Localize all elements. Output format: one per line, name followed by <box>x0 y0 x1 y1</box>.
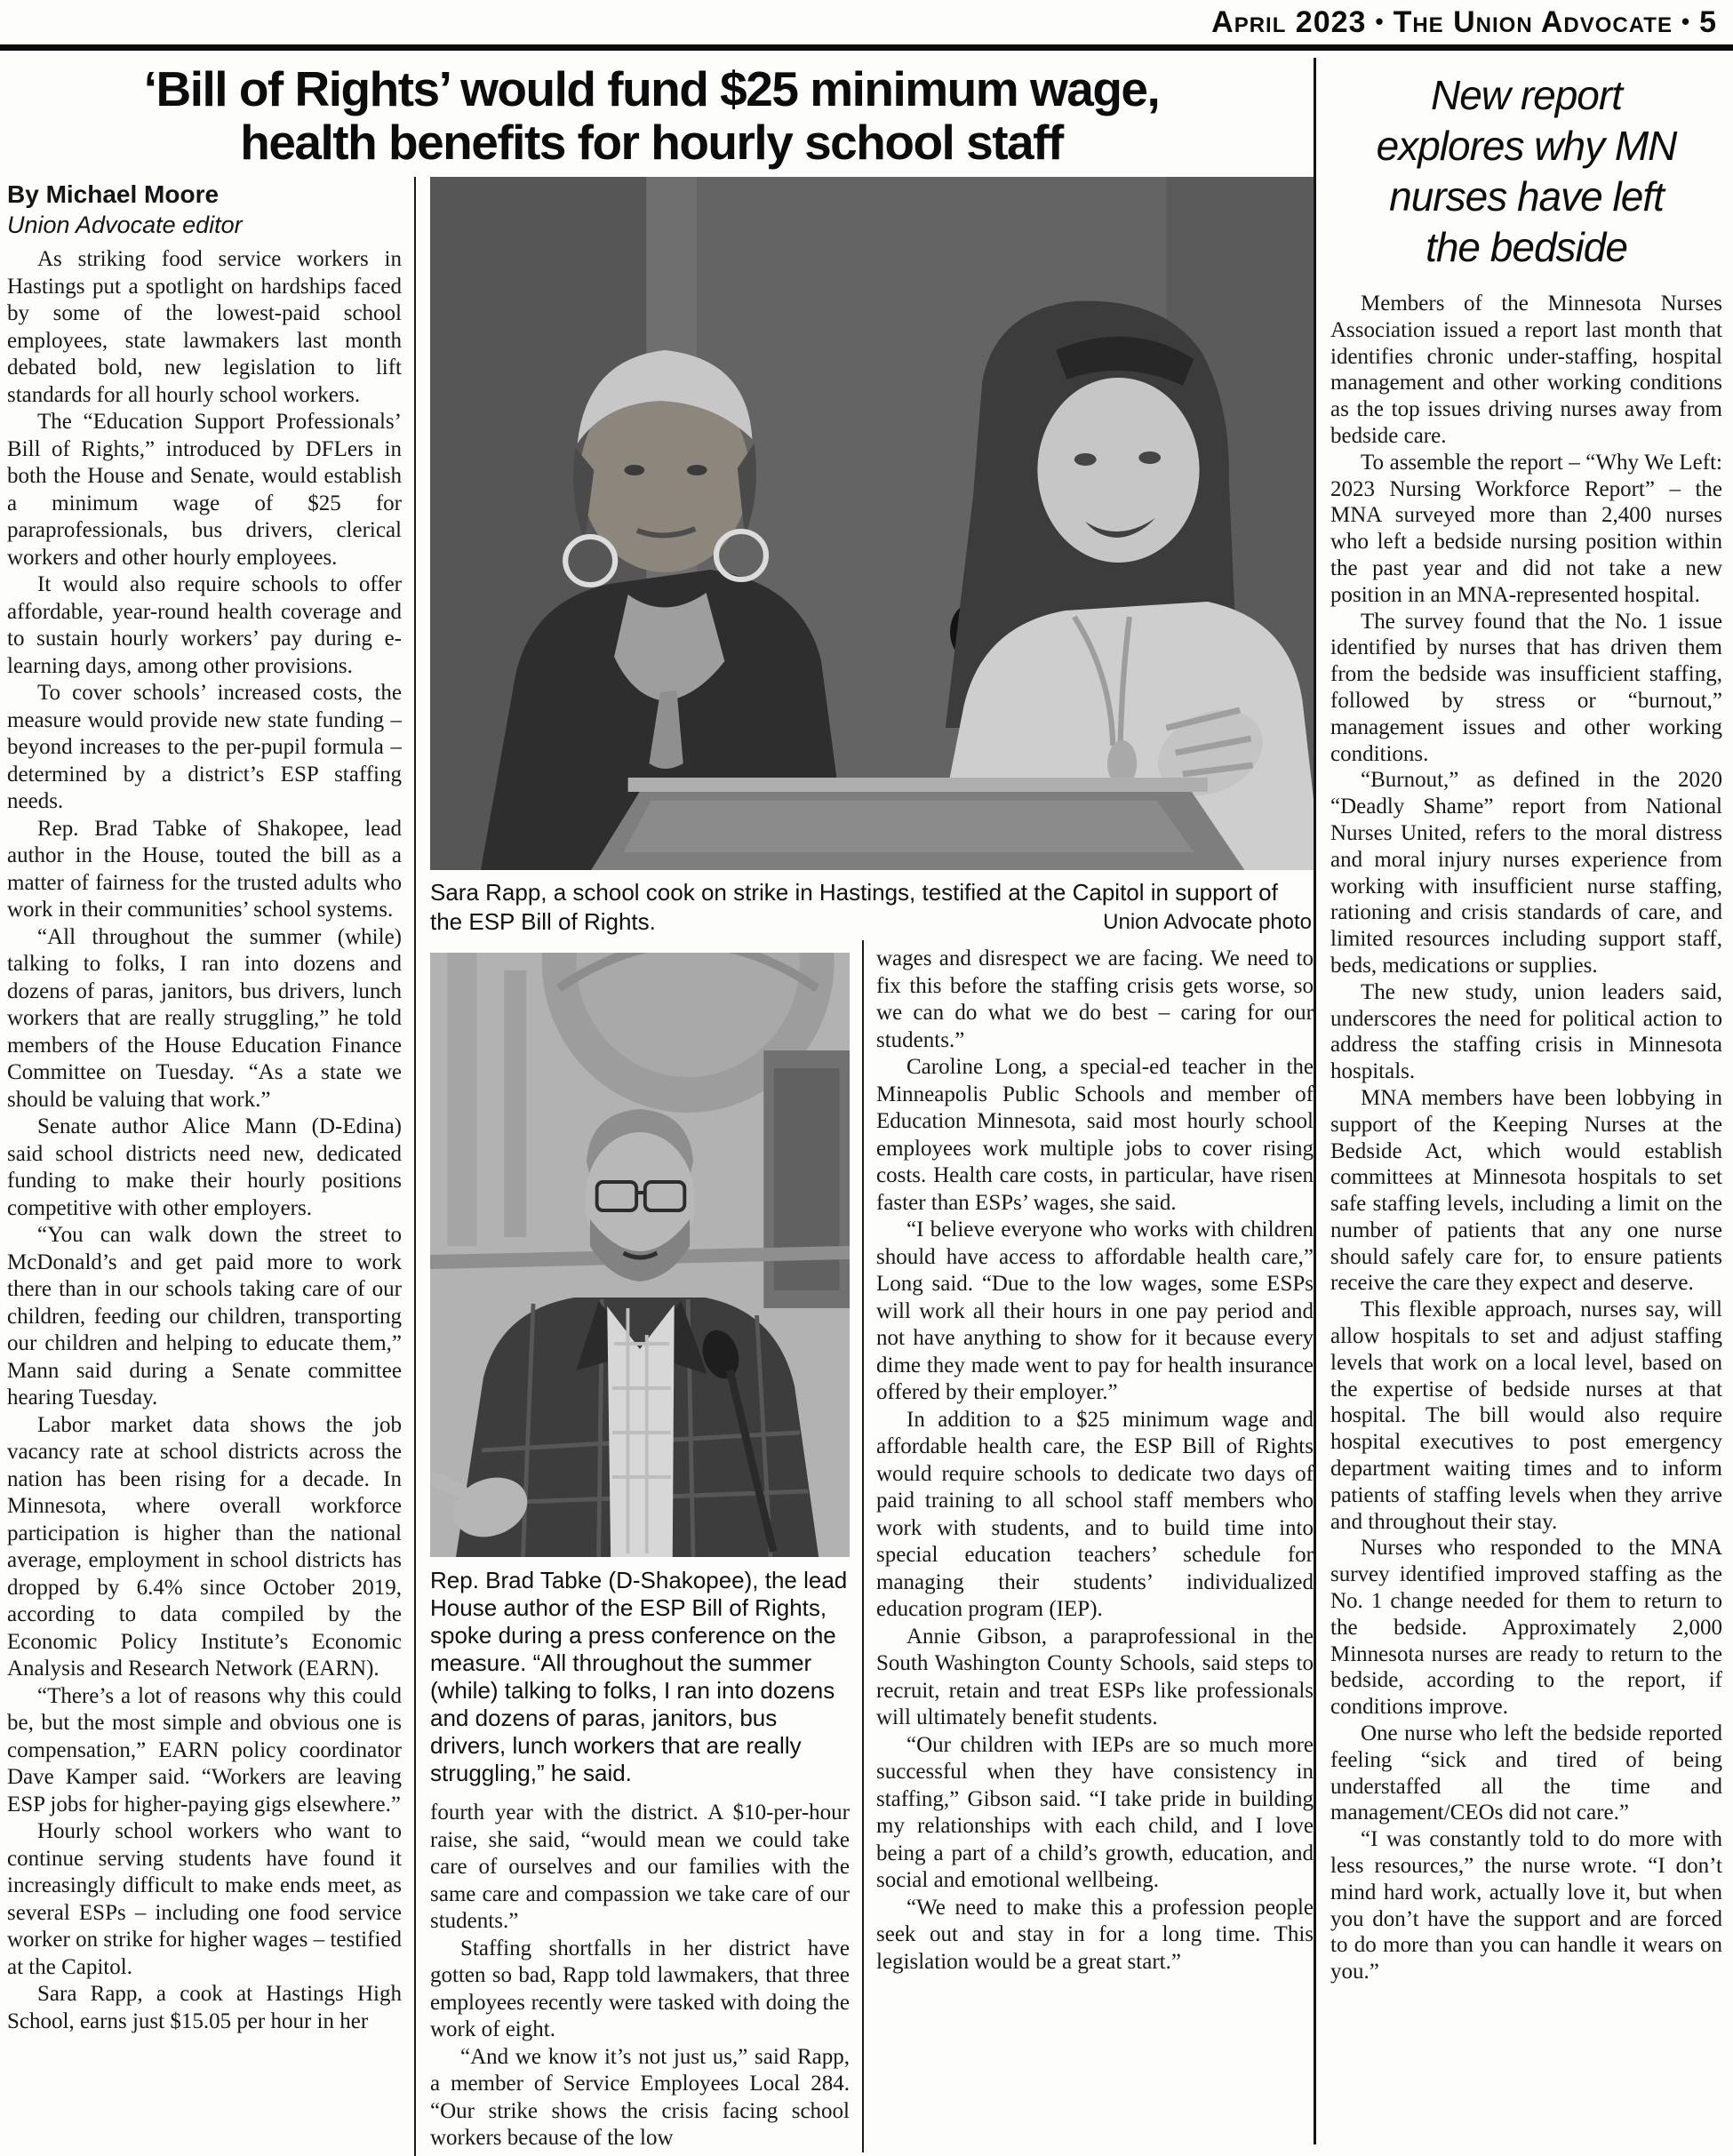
paragraph: Nurses who responded to the MNA survey identified improved staffing as the No. 1 change needed for them to return to the bedside. Approximately 2,000 Minnesota nurses are ready to return to the bedside, according to the report, if conditions improve. <box>1330 1536 1722 1720</box>
photo-sara-rapp-illustration <box>430 177 1314 870</box>
masthead-separator: • <box>1681 8 1691 35</box>
main-headline <box>7 51 1314 177</box>
paragraph: To assemble the report – “Why We Left: 2023 Nursing Workforce Report” – the MNA surveyed more than 2,400 nurses who left a bedside nursing position within the past year and did not take a new position in an MNA-represented hospital. <box>1330 450 1722 607</box>
paragraph: “Our children with IEPs are so much more successful when they have consistency in staffing,” Gibson said. “I take pride in building my relationships with each child, and I love being a part of a child’s growth, education, and social and emotional wellbeing. <box>876 1732 1314 1892</box>
paragraph: It would also require schools to offer affordable, year-round health coverage and to sustain hourly workers’ pay during e-learning days, among other provisions. <box>7 572 402 678</box>
paragraph: As striking food service workers in Hastings put a spotlight on hardships faced by some of the lowest-paid school employees, state lawmakers last month debated bold, new legislation to lift standards for all hourly school workers. <box>7 247 402 407</box>
main-columns-2-3 <box>414 177 1314 2156</box>
masthead-separator: • <box>1375 8 1385 35</box>
paragraph: “I believe everyone who works with children should have access to affordable health care,” Long said. “Due to the low wages, some ESPs will work all their hours in one pay period and not have anything to show for it because every dime they made went to pay for health insurance offered by their employer.” <box>876 1218 1314 1404</box>
paragraph: “There’s a lot of reasons why this could be, but the most simple and obvious one is compensation,” EARN policy coordinator Dave Kamper said. “Workers are leaving ESP jobs for higher-paying gigs elsewhere.” <box>7 1683 402 1817</box>
paragraph: “Burnout,” as defined in the 2020 “Deadly Shame” report from National Nurses United, refers to the moral distress and moral injury nurses experience from working with insufficient nurse staffing, rationing and crisis standards of care, and limited resources including support staff, beds, medications or supplies. <box>1330 768 1722 978</box>
byline: By Michael Moore <box>7 180 220 208</box>
masthead <box>0 0 1733 44</box>
paragraph: “I was constantly told to do more with less resources,” the nurse wrote. “I don’t mind hard work, actually love it, but when you don’t have the support and are forced to do more than you can handle it wears on you.” <box>1330 1827 1722 1984</box>
paragraph: To cover schools’ increased costs, the measure would provide new state funding – beyond increases to the per-pupil formula – determined by a district’s ESP staffing needs. <box>7 681 402 813</box>
paragraph: Sara Rapp, a cook at Hastings High School, earns just $15.05 per hour in her <box>7 1982 402 2033</box>
paragraph: fourth year with the district. A $10-per-hour raise, she said, “would mean we could take care of ourselves and our families with the same care and compassion we take care of our students.” <box>430 1801 850 1933</box>
byline-title: Union Advocate editor <box>7 212 243 238</box>
main-headline-line2: health benefits for hourly school staff <box>240 115 1063 170</box>
photo-brad-tabke-illustration <box>430 953 850 1557</box>
masthead-publication: The Union Advocate <box>1393 5 1673 39</box>
photo1-caption <box>430 870 1314 940</box>
main-lower-grid <box>430 940 1314 2152</box>
paragraph: The new study, union leaders said, underscores the need for political action to address the staffing crisis in Minnesota hospitals. <box>1330 979 1722 1084</box>
paragraph: Staffing shortfalls in her district have gotten so bad, Rapp told lawmakers, that three employees recently were tasked with doing the work of eight. <box>430 1936 850 2041</box>
paragraph: “We need to make this a profession people seek out and stay in for a long time. This legislation would be a great start.” <box>876 1895 1314 1974</box>
page-content <box>0 51 1733 2150</box>
paragraph: Members of the Minnesota Nurses Association issued a report last month that identifies chronic under-staffing, hospital management and other working conditions as the top issues driving nurses away from bedside care. <box>1330 291 1722 448</box>
photo1-credit: Union Advocate photo <box>1103 910 1312 934</box>
column-2-text <box>430 1800 850 2152</box>
main-body-grid <box>7 177 1314 2156</box>
paragraph: Caroline Long, a special-ed teacher in the Minneapolis Public Schools and member of Education Minnesota, said most hourly school employees work multiple jobs to cover rising costs. Health care costs, in particular, have risen faster than ESPs’ wages, she said. <box>876 1055 1314 1215</box>
paragraph: In addition to a $25 minimum wage and affordable health care, the ESP Bill of Rights would require schools to dedicate two days of paid training to all school staff members who work with students, and to build time into special education teachers’ schedule for managing their students’ individualized education program (IEP). <box>876 1407 1314 1621</box>
sidebar-article <box>1314 58 1733 2144</box>
masthead-rule <box>0 44 1733 51</box>
paragraph: Labor market data shows the job vacancy rate at school districts across the nation has been rising for a decade. In Minnesota, where overall workforce participation is higher than the national average, employment in school districts has dropped by 6.4% since October 2019, according to data compiled by the Economic Policy Institute’s Economic Analysis and Research Network (EARN). <box>7 1412 402 1681</box>
photo2-caption-text: Rep. Brad Tabke (D-Shakopee), the lead House author of the ESP Bill of Rights, spoke during a press conference on the measure. “All throughout the summer (while) talking to folks, I ran into dozens and dozens of paras, janitors, bus drivers, lunch workers that are really struggling,” he said. <box>430 1567 848 1786</box>
main-column-1 <box>7 177 414 2156</box>
paragraph: wages and disrespect we are facing. We need to fix this before the staffing crisis gets worse, so we can do what we do best – caring for our students.” <box>876 946 1314 1052</box>
photo-brad-tabke-speaking <box>430 953 850 1557</box>
paragraph: This flexible approach, nurses say, will allow hospitals to set and adjust staffing levels that work on a local level, based on the expertise of bedside nurses at that hospital. The bill would also require hospital executives to post emergency department waiting times and to inform patients of staffing levels when they arrive and throughout their stay. <box>1330 1298 1722 1534</box>
paragraph: Senate author Alice Mann (D-Edina) said school districts need new, dedicated funding to make their hourly positions competitive with other employers. <box>7 1114 402 1220</box>
paragraph: The “Education Support Professionals’ Bill of Rights,” introduced by DFLers in both the House and Senate, would establish a minimum wage of $25 for paraprofessionals, bus drivers, clerical workers and other hourly employees. <box>7 410 402 570</box>
main-column-2 <box>430 940 862 2152</box>
main-headline-line1: ‘Bill of Rights’ would fund $25 minimum wage, <box>143 61 1160 116</box>
paragraph: “All throughout the summer (while) talking to folks, I ran into dozens and dozens of paras, janitors, bus drivers, lunch workers that are really struggling,” he told members of the House Education Finance Committee on Tuesday. “As a state we should be valuing that work.” <box>7 924 402 1112</box>
paragraph: MNA members have been lobbying in support of the Keeping Nurses at the Bedside Act, which would establish committees at Minnesota hospitals to set safe staffing levels, including a limit on the number of patients that any one nurse should safely care for, to ensure patients receive the care they expect and deserve. <box>1330 1085 1722 1296</box>
paragraph: Hourly school workers who want to continue serving students have found it increasingly difficult to make ends meet, as several ESPs – including one food service worker on strike for higher wages – testified at the Capitol. <box>7 1819 402 1979</box>
sidebar-text <box>1330 291 1722 1985</box>
photo-sara-rapp-testifying <box>430 177 1314 870</box>
paragraph: Annie Gibson, a paraprofessional in the South Washington County Schools, said steps to recruit, retain and treat ESPs like professionals will ultimately benefit students. <box>876 1624 1314 1729</box>
paragraph: Rep. Brad Tabke of Shakopee, lead author in the House, touted the bill as a matter of fairness for the trusted adults who work in their communities’ school systems. <box>7 816 402 922</box>
paragraph: The survey found that the No. 1 issue identified by nurses that has driven them from the bedside was insufficient staffing, followed by stress or “burnout,” management issues and other working conditions. <box>1330 609 1722 766</box>
main-column-3 <box>862 940 1314 2152</box>
sidebar-headline: New report explores why MN nurses have left the bedside <box>1376 72 1677 270</box>
main-article <box>0 51 1314 2150</box>
masthead-issue: April 2023 <box>1211 5 1367 39</box>
paragraph: One nurse who left the bedside reported feeling “sick and tired of being understaffed all the time and management/CEOs did not care.” <box>1330 1721 1722 1825</box>
photo2-caption <box>430 1559 850 1791</box>
column-1-text <box>7 246 402 2035</box>
photo1-caption-text: Sara Rapp, a school cook on strike in Hastings, testified at the Capitol in support of the ESP Bill of Rights. <box>430 879 1278 935</box>
masthead-page-number: 5 <box>1699 5 1717 39</box>
paragraph: “You can walk down the street to McDonald’s and get paid more to work there than in our schools taking care of our children, feeding our children, transporting our children and helping to educate them,” Mann said during a Senate committee hearing Tuesday. <box>7 1223 402 1409</box>
paragraph: “And we know it’s not just us,” said Rapp, a member of Service Employees Local 284. “Our strike shows the crisis facing school workers because of the low <box>430 2044 850 2150</box>
